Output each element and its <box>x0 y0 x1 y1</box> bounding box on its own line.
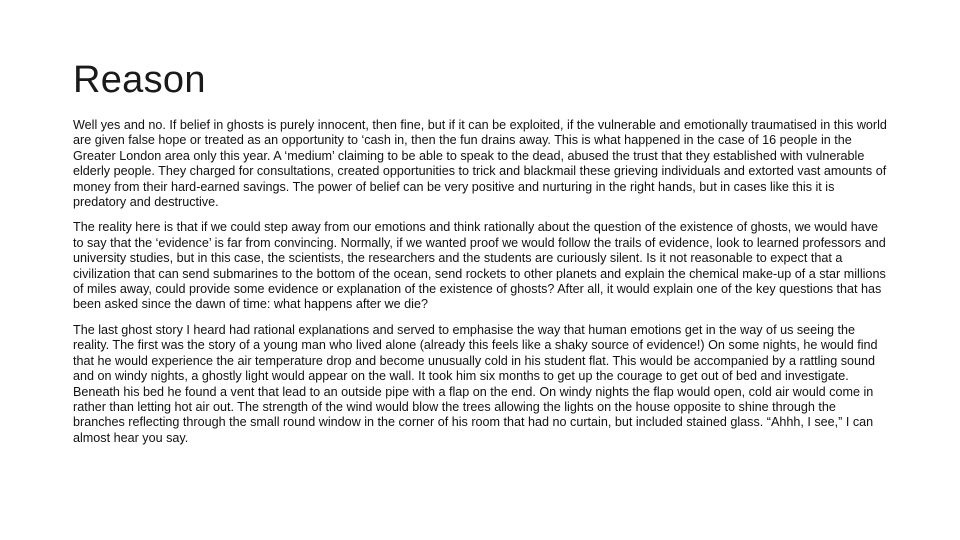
paragraph-1: Well yes and no. If belief in ghosts is purely innocent, then fine, but if it can be exploited, if the vulnerable and emotionally traumatised in this world are given false hope or treated as an opportunity to ‘cash in, then the fun drains away. This is what happened in the case of 16 people in the Greater London area only this year. A ‘medium’ claiming to be able to speak to the dead, abused the trust that they established with vulnerable elderly people. They charged for consultations, created opportunities to trick and blackmail these grieving individuals and extorted vast amounts of money from their hard-earned savings. The power of belief can be very positive and nurturing in the right hands, but in cases like this it is predatory and destructive. <box>73 118 887 210</box>
paragraph-2: The reality here is that if we could step away from our emotions and think rationally about the question of the existence of ghosts, we would have to say that the ‘evidence’ is far from convincing. Normally, if we wanted proof we would follow the trails of evidence, look to learned professors and university studies, but in this case, the scientists, the researchers and the students are curiously silent. Is it not reasonable to expect that a civilization that can send submarines to the bottom of the ocean, send rockets to other planets and explain the chemical make-up of a star millions of miles away, could provide some evidence or explanation of the existence of ghosts? After all, it would explain one of the key questions that has been asked since the dawn of time: what happens after we die? <box>73 220 886 312</box>
slide-body <box>73 118 887 456</box>
slide-title: Reason <box>73 59 206 101</box>
paragraph-3: The last ghost story I heard had rational explanations and served to emphasise the way that human emotions get in the way of us seeing the reality. The first was the story of a young man who lived alone (already this feels like a shaky source of evidence!) On some nights, he would find that he would experience the air temperature drop and become unusually cold in his student flat. This would be accompanied by a rattling sound and on windy nights, a ghostly light would appear on the wall. It took him six months to get up the courage to get out of bed and investigate. Beneath his bed he found a vent that lead to an outside pipe with a flap on the end. On windy nights the flap would open, cold air would come in rather than letting hot air out. The strength of the wind would blow the trees allowing the lights on the house opposite to shine through the branches reflecting through the small round window in the corner of his room that had no curtain, but included stained glass. “Ahhh, I see,” I can almost hear you say. <box>73 322 878 445</box>
